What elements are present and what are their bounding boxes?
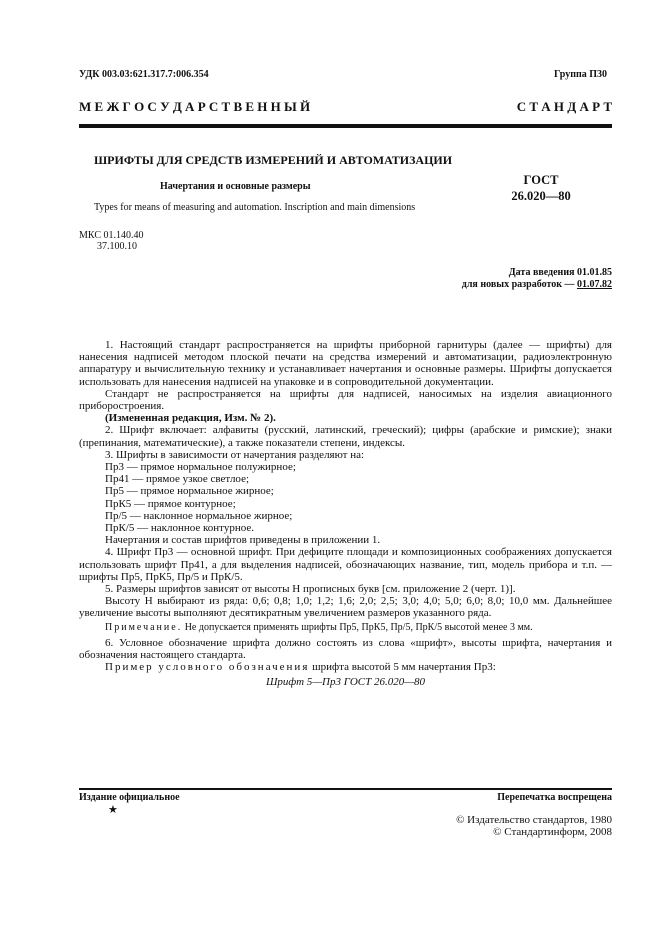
mks-codes — [79, 230, 143, 252]
gost-number: 26.020—80 — [511, 189, 571, 203]
gost-designation — [496, 172, 586, 204]
copyright-line-1: © Издательство стандартов, 1980 — [456, 814, 612, 826]
list-item: Пр5 — прямое нормальное жирное; — [105, 485, 274, 498]
banner-word-standard: С Т А Н Д А Р Т — [516, 99, 612, 114]
amendment-note: (Измененная редакция, Изм. № 2). — [105, 412, 276, 425]
example-label: Пример условного обозначения — [105, 661, 310, 674]
paragraph-styles-intro: 3. Шрифты в зависимости от начертания разделяют на: — [105, 448, 365, 461]
paragraph-fonts-include: 2. Шрифт включает: алфавиты (русский, латинский, греческий); цифры (арабские и римские); знаки (препинания, математические), а также показатели степени, индексы. — [79, 424, 612, 449]
new-dev-date-label: для новых разработок — — [461, 279, 575, 290]
english-title: Types for means of measuring and automation. Inscription and main dimensions — [94, 202, 416, 213]
note — [79, 622, 612, 634]
paragraph-appendix-ref: Начертания и состав шрифтов приведены в приложении 1. — [105, 534, 381, 547]
document-title: ШРИФТЫ ДЛЯ СРЕДСТВ ИЗМЕРЕНИЙ И АВТОМАТИЗАЦИИ — [94, 153, 453, 167]
group-code: Группа П30 — [554, 69, 607, 80]
list-item: ПрК/5 — наклонное контурное. — [105, 522, 254, 535]
example-intro — [79, 661, 612, 673]
document-subtitle: Начертания и основные размеры — [160, 181, 311, 192]
gost-label: ГОСТ — [523, 173, 559, 187]
paragraph-heights: Высоту H выбирают из ряда: 0,6; 0,8; 1,0; 1,2; 1,6; 2,0; 2,5; 3,0; 4,0; 5,0; 6,0; 8,0; 10,0 мм. Дальнейшее увеличение высоты выполняют десятикратным увеличением размеров указанного ряда. — [79, 595, 612, 620]
intro-date-line — [462, 267, 612, 279]
mks-line-1: МКС 01.140.40 — [79, 230, 144, 241]
intro-date-value: 01.01.85 — [577, 267, 612, 278]
copyright-line-2: © Стандартинформ, 2008 — [493, 826, 612, 838]
note-label: Примечание. — [105, 621, 183, 633]
document-body — [79, 339, 612, 689]
paragraph-main-font: 4. Шрифт Пр3 — основной шрифт. При дефиците площади и композиционных соображениях допускается использовать шрифт Пр41, а для выделения надписей, обозначающих название, тип, модель прибора и т.п. — шрифты Пр5, ПрК5, Пр/5 и ПрК/5. — [79, 546, 612, 583]
paragraph-designation: 6. Условное обозначение шрифта должно состоять из слова «шрифт», высоты шрифта, начертания и обозначения настоящего стандарта. — [79, 636, 612, 662]
new-dev-date-line — [462, 279, 612, 291]
udk-code: УДК 003.03:621.317.7:006.354 — [79, 69, 209, 80]
star-icon: ★ — [108, 804, 118, 816]
example-designation: Шрифт 5—Пр3 ГОСТ 26.020—80 — [265, 676, 426, 689]
paragraph-1: 1. Настоящий стандарт распространяется на шрифты приборной гарнитуры (далее — шрифты) для нанесения надписей методом плоской печати на средства измерений и автоматизации, радиоэлектронную аппаратуру и вычислительную технику и устанавливает начертания и основные размеры. Шрифты допускается использовать для нанесения надписей на упаковке и в сопроводительной документации. — [79, 339, 612, 388]
intro-date-label: Дата введения — [508, 267, 575, 278]
banner-word-interstate: М Е Ж Г О С У Д А Р С Т В Е Н Н Ы Й — [79, 99, 311, 114]
note-text: Не допускается применять шрифты Пр5, ПрК5, Пр/5, ПрК/5 высотой менее 3 мм. — [182, 621, 533, 633]
standard-banner — [79, 99, 612, 115]
example-intro-text: шрифта высотой 5 мм начертания Пр3: — [309, 661, 496, 674]
new-dev-date-value: 01.07.82 — [577, 279, 612, 290]
reprint-prohibited-label: Перепечатка воспрещена — [497, 792, 612, 803]
official-edition-label: Издание официальное — [79, 792, 180, 803]
header-rule — [79, 124, 612, 128]
paragraph-sizes: 5. Размеры шрифтов зависят от высоты H прописных букв [см. приложение 2 (черт. 1)]. — [105, 583, 516, 596]
footer-rule — [79, 788, 612, 790]
list-item: Пр41 — прямое узкое светлое; — [105, 473, 250, 486]
list-item: Пр3 — прямое нормальное полужирное; — [105, 461, 296, 474]
introduction-dates — [462, 267, 612, 291]
paragraph-2: Стандарт не распространяется на шрифты для надписей, наносимых на изделия авиационного приборостроения. — [79, 387, 612, 413]
mks-line-2: 37.100.10 — [97, 241, 137, 252]
list-item: Пр/5 — наклонное нормальное жирное; — [105, 509, 293, 522]
copyright-block — [456, 814, 612, 838]
list-item: ПрК5 — прямое контурное; — [105, 497, 236, 510]
